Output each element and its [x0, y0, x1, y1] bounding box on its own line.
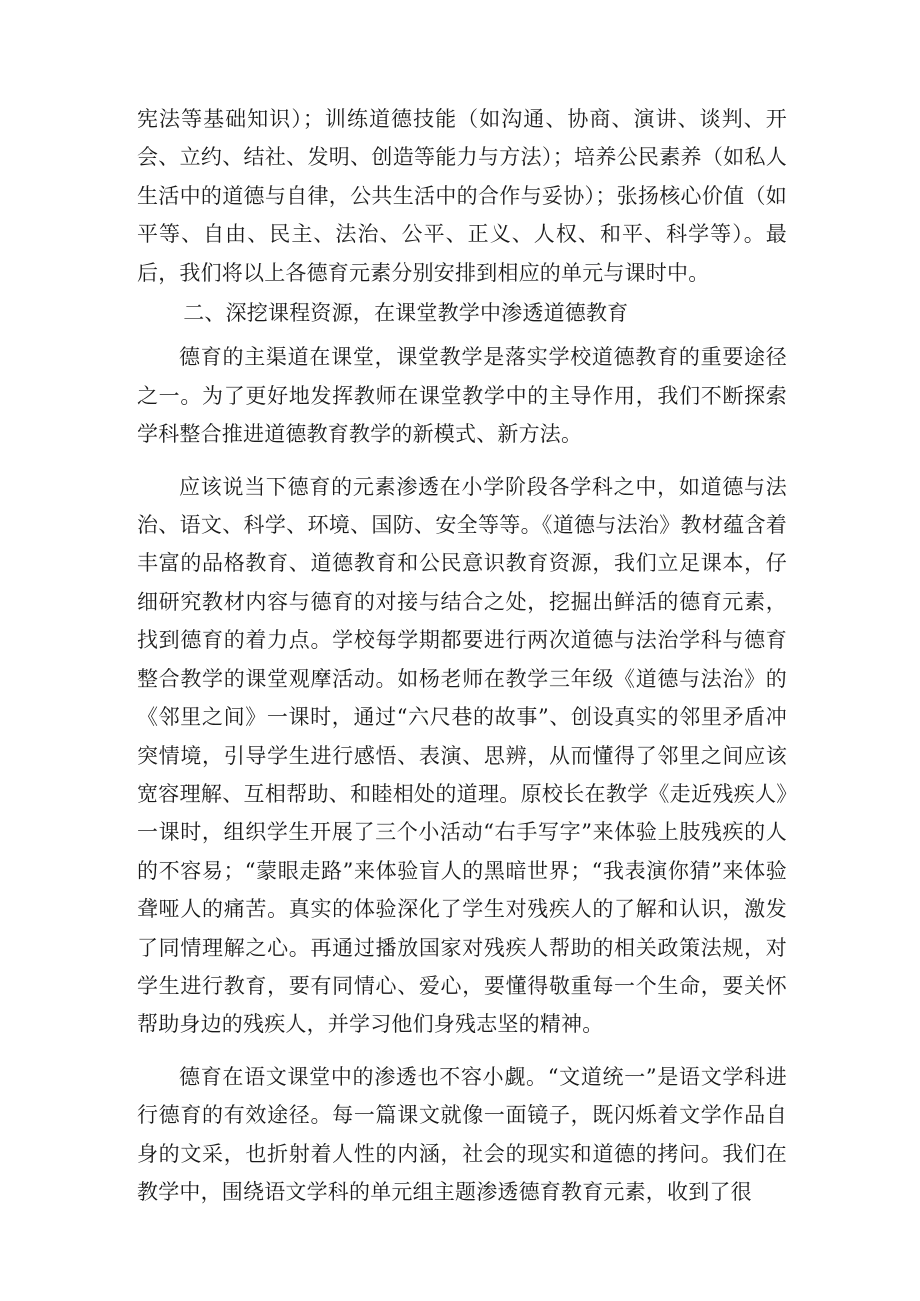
- section-heading: 二、深挖课程资源，在课堂教学中渗透道德教育: [183, 301, 629, 326]
- paragraph-chinese-subject: 德育在语文课堂中的渗透也不容小觑。“文道统一”是语文学科进行德育的有效途径。每一篇课文就像一面镜子，既闪烁着文学作品自身的文采，也折射着人性的内涵，社会的现实和道德的拷问。我们在教学中，围绕语文学科的单元组主题渗透德育教育元素，收到了很: [137, 1064, 787, 1204]
- paragraph-continuation: 宪法等基础知识）；训练道德技能（如沟通、协商、演讲、谈判、开会、立约、结社、发明、创造等能力与方法）；培养公民素养（如私人生活中的道德与自律，公共生活中的合作与妥协）；张扬核心价值（如平等、自由、民主、法治、公平、正义、人权、和平、科学等）。最后，我们将以上各德育元素分别安排到相应的单元与课时中。: [137, 107, 787, 285]
- paragraph-moral-law-subject: 应该说当下德育的元素渗透在小学阶段各学科之中，如道德与法治、语文、科学、环境、国防、安全等等。《道德与法治》教材蕴含着丰富的品格教育、道德教育和公民意识教育资源，我们立足课本，仔细研究教材内容与德育的对接与结合之处，挖掘出鲜活的德育元素，找到德育的着力点。学校每学期都要进行两次道德与法治学科与德育整合教学的课堂观摩活动。如杨老师在教学三年级《道德与法治》的《邻里之间》一课时，通过“六尺巷的故事”、创设真实的邻里矛盾冲突情境，引导学生进行感悟、表演、思辨，从而懂得了邻里之间应该宽容理解、互相帮助、和睦相处的道理。原校长在教学《走近残疾人》一课时，组织学生开展了三个小活动“右手写字”来体验上肢残疾的人的不容易；“蒙眼走路”来体验盲人的黑暗世界；“我表演你猜”来体验聋哑人的痛苦。真实的体验深化了学生对残疾人的了解和认识，激发了同情理解之心。再通过播放国家对残疾人帮助的相关政策法规，对学生进行教育，要有同情心、爱心，要懂得敬重每一个生命，要关怀帮助身边的残疾人，并学习他们身残志坚的精神。: [137, 474, 787, 1037]
- document-page: [137, 100, 787, 1211]
- paragraph-classroom-main-channel: 德育的主渠道在课堂，课堂教学是落实学校道德教育的重要途径之一。为了更好地发挥教师在课堂教学中的主导作用，我们不断探索学科整合推进道德教育教学的新模式、新方法。: [137, 345, 787, 447]
